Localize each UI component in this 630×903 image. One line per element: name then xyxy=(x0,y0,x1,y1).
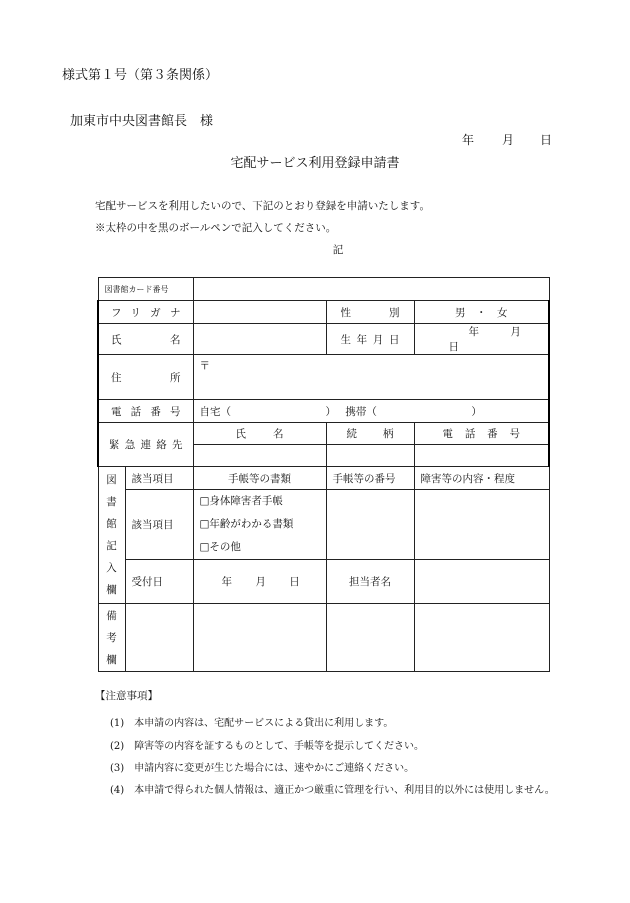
handbook-type-header: 手帳等の書類 xyxy=(193,467,326,490)
furigana-field[interactable] xyxy=(193,301,326,324)
gender-label: 性別 xyxy=(340,306,400,319)
disability-detail-header: 障害等の内容・程度 xyxy=(414,467,549,490)
emergency-relation-label: 続柄 xyxy=(346,428,394,440)
birthdate-label-cell xyxy=(326,324,414,355)
staff-label: 担当者名 xyxy=(326,560,414,604)
emergency-label-cell xyxy=(98,423,193,467)
received-date-field[interactable] xyxy=(193,560,326,604)
remarks-char: 欄 xyxy=(106,653,117,666)
birth-day-label: 日 xyxy=(448,341,459,353)
handbook-type-options xyxy=(193,490,326,560)
date-year-label: 年 xyxy=(462,133,475,147)
date-day-label: 日 xyxy=(540,133,553,147)
addressee: 加東市中央図書館長 様 xyxy=(70,114,214,129)
note-item: (1) 本申請の内容は、宅配サービスによる貸出に利用します。 xyxy=(110,718,394,729)
card-number-label: 図書館カード番号 xyxy=(98,278,193,301)
applicable-item-label: 該当項目 xyxy=(125,490,193,560)
emergency-relation-field[interactable] xyxy=(326,445,414,467)
birthdate-field[interactable] xyxy=(414,324,549,355)
phone-label: 電話番号 xyxy=(111,405,181,418)
notes-heading: 【注意事項】 xyxy=(95,690,158,702)
staff-field[interactable] xyxy=(414,560,549,604)
phone-label-cell xyxy=(98,400,193,423)
emergency-label: 緊急連絡先 xyxy=(109,439,183,451)
furigana-label: フリガナ xyxy=(111,306,181,319)
library-section-char: 書 xyxy=(106,496,117,508)
address-label: 住所 xyxy=(111,371,181,384)
ki-heading: 記 xyxy=(332,244,344,256)
remarks-char: 考 xyxy=(106,631,117,644)
birth-year-label: 年 xyxy=(468,326,479,338)
birthdate-label: 生年月日 xyxy=(340,333,400,346)
checkbox-other[interactable]: □その他 xyxy=(199,541,241,553)
emergency-phone-label: 電話番号 xyxy=(442,428,521,440)
mobile-phone: 携帯（ ） xyxy=(345,405,482,418)
home-phone: 自宅（ ） xyxy=(199,405,336,418)
remarks-cell[interactable] xyxy=(193,604,326,672)
name-field[interactable] xyxy=(193,324,326,355)
phone-field[interactable] xyxy=(193,400,549,423)
remarks-cell[interactable] xyxy=(125,604,193,672)
birth-month-label: 月 xyxy=(510,326,521,338)
library-section-char: 館 xyxy=(106,518,117,530)
name-label: 氏名 xyxy=(111,333,181,346)
note-item: (3) 申請内容に変更が生じた場合には、速やかにご連絡ください。 xyxy=(110,763,415,774)
remarks-cell[interactable] xyxy=(414,604,549,672)
received-date-label: 受付日 xyxy=(125,560,193,604)
received-year-label: 年 xyxy=(221,576,232,588)
intro-text: 宅配サービスを利用したいので、下記のとおり登録を申請いたします。 xyxy=(95,200,430,212)
received-day-label: 日 xyxy=(289,576,300,588)
gender-options[interactable]: 男 ・ 女 xyxy=(414,301,549,324)
note-item: (2) 障害等の内容を証するものとして、手帳等を提示してください。 xyxy=(110,741,424,752)
emergency-relation-header xyxy=(326,423,414,445)
handbook-number-header: 手帳等の番号 xyxy=(326,467,414,490)
registration-form-table xyxy=(97,277,550,672)
instruction-note: ※太枠の中を黒のボールペンで記入してください。 xyxy=(95,222,337,234)
emergency-name-field[interactable] xyxy=(193,445,326,467)
library-section-label xyxy=(98,467,125,604)
emergency-name-header xyxy=(193,423,326,445)
handbook-number-field[interactable] xyxy=(326,490,414,560)
address-field[interactable] xyxy=(193,355,549,400)
checkbox-age-document[interactable]: □年齢がわかる書類 xyxy=(199,518,294,530)
received-month-label: 月 xyxy=(255,576,266,588)
remarks-char: 備 xyxy=(106,609,117,622)
disability-detail-field[interactable] xyxy=(414,490,549,560)
gender-label-cell xyxy=(326,301,414,324)
address-label-cell xyxy=(98,355,193,400)
applicable-item-header: 該当項目 xyxy=(125,467,193,490)
name-label-cell xyxy=(98,324,193,355)
checkbox-physical-disability[interactable]: □身体障害者手帳 xyxy=(199,495,283,507)
note-item: (4) 本申請で得られた個人情報は、適正かつ厳重に管理を行い、利用目的以外には使用しません。 xyxy=(110,785,555,796)
postal-mark: 〒 xyxy=(199,360,210,372)
library-section-char: 図 xyxy=(106,474,117,486)
emergency-phone-header xyxy=(414,423,549,445)
card-number-field[interactable] xyxy=(193,278,549,301)
remarks-label xyxy=(98,604,125,672)
form-number: 様式第１号（第３条関係） xyxy=(62,68,219,83)
document-title: 宅配サービス利用登録申請書 xyxy=(230,156,400,171)
library-section-char: 入 xyxy=(106,562,117,574)
library-section-char: 記 xyxy=(106,540,117,552)
date-month-label: 月 xyxy=(502,133,515,147)
furigana-label-cell xyxy=(98,301,193,324)
library-section-char: 欄 xyxy=(106,584,117,596)
emergency-name-label: 氏名 xyxy=(235,428,284,440)
emergency-phone-field[interactable] xyxy=(414,445,549,467)
remarks-cell[interactable] xyxy=(326,604,414,672)
